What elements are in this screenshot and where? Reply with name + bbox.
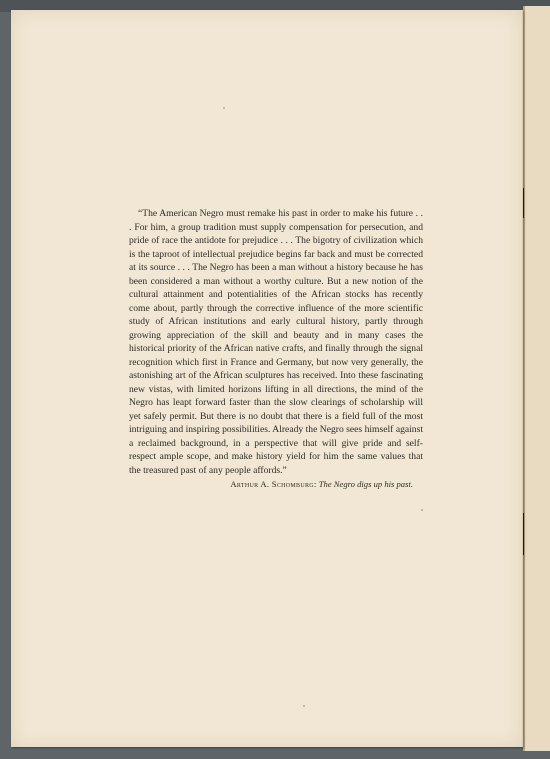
paper-speck [421,509,423,511]
attribution [129,478,423,490]
attribution-title: The Negro digs up his past. [318,479,413,489]
adjacent-page-edge [523,6,550,751]
paper-speck [223,107,225,109]
quote-text: “The American Negro must remake his past in order to make his future . . . For him, a group tradition must supply compensation for persecution, and pride of race the antidote for prejudice . . . The bigotry of civilization which is the taproot of intellectual prejudice begins far back and must be corrected at its source . . . The Negro has been a man without a history because he has been considered a man without a worthy culture. But a new notion of the cultural attainment and potentialities of the African stocks has recently come about, partly through the corrective influence of the more scientific study of African institutions and early cultural history, partly through growing appreciation of the skill and beauty and in many cases the historical priority of the African native crafts, and finally through the signal recognition which first in France and Germany, but now very generally, the astonishing art of the African sculptures has received. Into these fascinating new vistas, with limited horizons lifting in all directions, the mind of the Negro has leapt forward faster than the slow clearings of scholarship will yet safely permit. But there is no doubt that there is a field full of the most intriguing and inspiring possibilities. Already the Negro sees himself against a reclaimed background, in a perspective that will give pride and self-respect ample scope, and make history yield for him the same values that the treasured past of any people affords.” [129,208,423,476]
epigraph [129,207,423,490]
attribution-author: Arthur A. Schomburg: [230,479,317,489]
paper-speck [303,705,305,707]
